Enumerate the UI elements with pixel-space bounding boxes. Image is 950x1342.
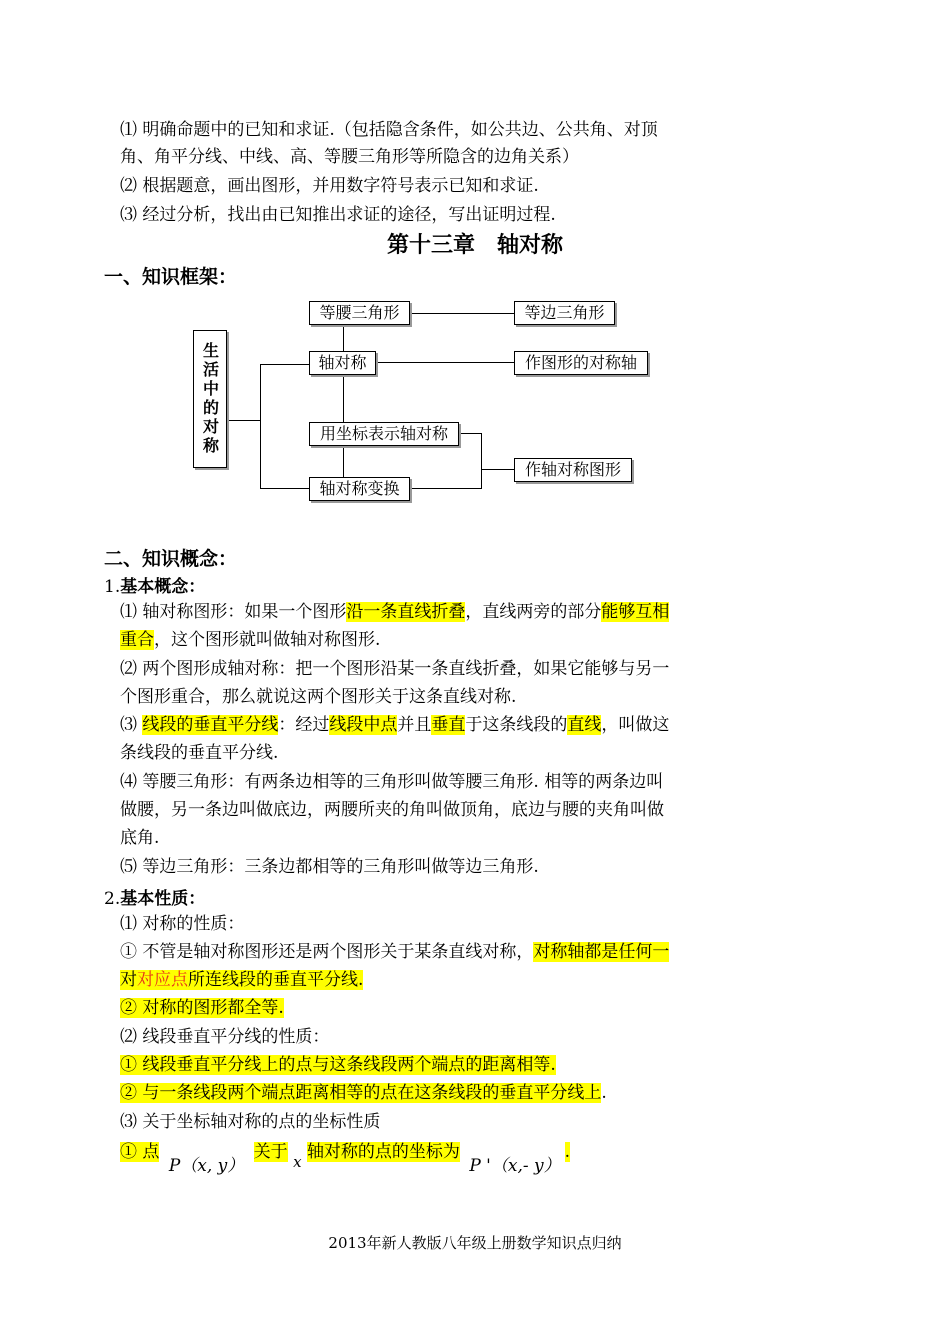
concept-2-line-1: ⑵ 两个图形成轴对称：把一个图形沿某一条直线折叠，如果它能够与另一 xyxy=(120,659,670,679)
property-2-title: ⑵ 线段垂直平分线的性质： xyxy=(120,1027,330,1047)
framework-coordinate-box: 用坐标表示轴对称 xyxy=(309,422,459,446)
concept-4-line-3: 底角. xyxy=(120,828,160,848)
basic-properties-heading: 2.基本性质： xyxy=(104,889,206,909)
property-1-1-line-2: 对对应点所连线段的垂直平分线. xyxy=(120,970,364,990)
framework-transform-box: 轴对称变换 xyxy=(309,477,410,501)
intro-line-2: 角、角平分线、中线、高、等腰三角形等所隐含的边角关系） xyxy=(120,147,579,167)
concept-4-line-2: 做腰，另一条边叫做底边，两腰所夹的角叫做顶角，底边与腰的夹角叫做 xyxy=(120,800,664,820)
property-1-title: ⑴ 对称的性质： xyxy=(120,914,245,934)
section-concepts-heading: 二、知识概念： xyxy=(104,548,238,570)
framework-draw-figure-box: 作轴对称图形 xyxy=(514,458,632,482)
section-framework-heading: 一、知识框架： xyxy=(104,266,238,288)
concept-4-line-1: ⑷ 等腰三角形：有两条边相等的三角形叫做等腰三角形. 相等的两条边叫 xyxy=(120,772,664,792)
concept-1-line-1: ⑴ 轴对称图形：如果一个图形沿一条直线折叠，直线两旁的部分能够互相 xyxy=(120,602,670,622)
framework-axis-symmetry-box: 轴对称 xyxy=(309,351,376,375)
property-2-1-line: ① 线段垂直平分线上的点与这条线段两个端点的距离相等. xyxy=(120,1055,556,1075)
property-1-1-line-1: ① 不管是轴对称图形还是两个图形关于某条直线对称，对称轴都是任何一 xyxy=(120,942,670,962)
concept-5-line: ⑸ 等边三角形：三条边都相等的三角形叫做等边三角形. xyxy=(120,857,539,877)
concept-1-line-2: 重合，这个图形就叫做轴对称图形. xyxy=(120,630,381,650)
property-2-2-line: ② 与一条线段两个端点距离相等的点在这条线段的垂直平分线上. xyxy=(120,1083,607,1103)
property-3-title: ⑶ 关于坐标轴对称的点的坐标性质 xyxy=(120,1112,381,1132)
property-3-1-line: ① 点 P（x, y） 关于 x 轴对称的点的坐标为 P '（x,- y）. xyxy=(120,1142,571,1176)
basic-concepts-heading: 1.基本概念： xyxy=(104,577,206,597)
page-footer: 2013年新人教版八年级上册数学知识点归纳 xyxy=(328,1234,622,1252)
intro-line-3: ⑵ 根据题意，画出图形，并用数字符号表示已知和求证. xyxy=(120,176,539,196)
concept-3-line-1: ⑶ 线段的垂直平分线：经过线段中点并且垂直于这条线段的直线，叫做这 xyxy=(120,715,670,735)
concept-2-line-2: 个图形重合，那么就说这两个图形关于这条直线对称. xyxy=(120,687,517,707)
framework-isosceles-box: 等腰三角形 xyxy=(309,301,410,325)
framework-root-box: 生活中的对称 xyxy=(193,330,227,468)
intro-line-1: ⑴ 明确命题中的已知和求证.（包括隐含条件，如公共边、公共角、对顶 xyxy=(120,120,658,140)
property-1-2-line: ② 对称的图形都全等. xyxy=(120,998,284,1018)
framework-draw-axis-box: 作图形的对称轴 xyxy=(514,351,648,375)
chapter-title: 第十三章 轴对称 xyxy=(386,233,563,258)
framework-equilateral-box: 等边三角形 xyxy=(514,301,615,325)
intro-line-4: ⑶ 经过分析，找出由已知推出求证的途径，写出证明过程. xyxy=(120,205,556,225)
concept-3-line-2: 条线段的垂直平分线. xyxy=(120,743,279,763)
